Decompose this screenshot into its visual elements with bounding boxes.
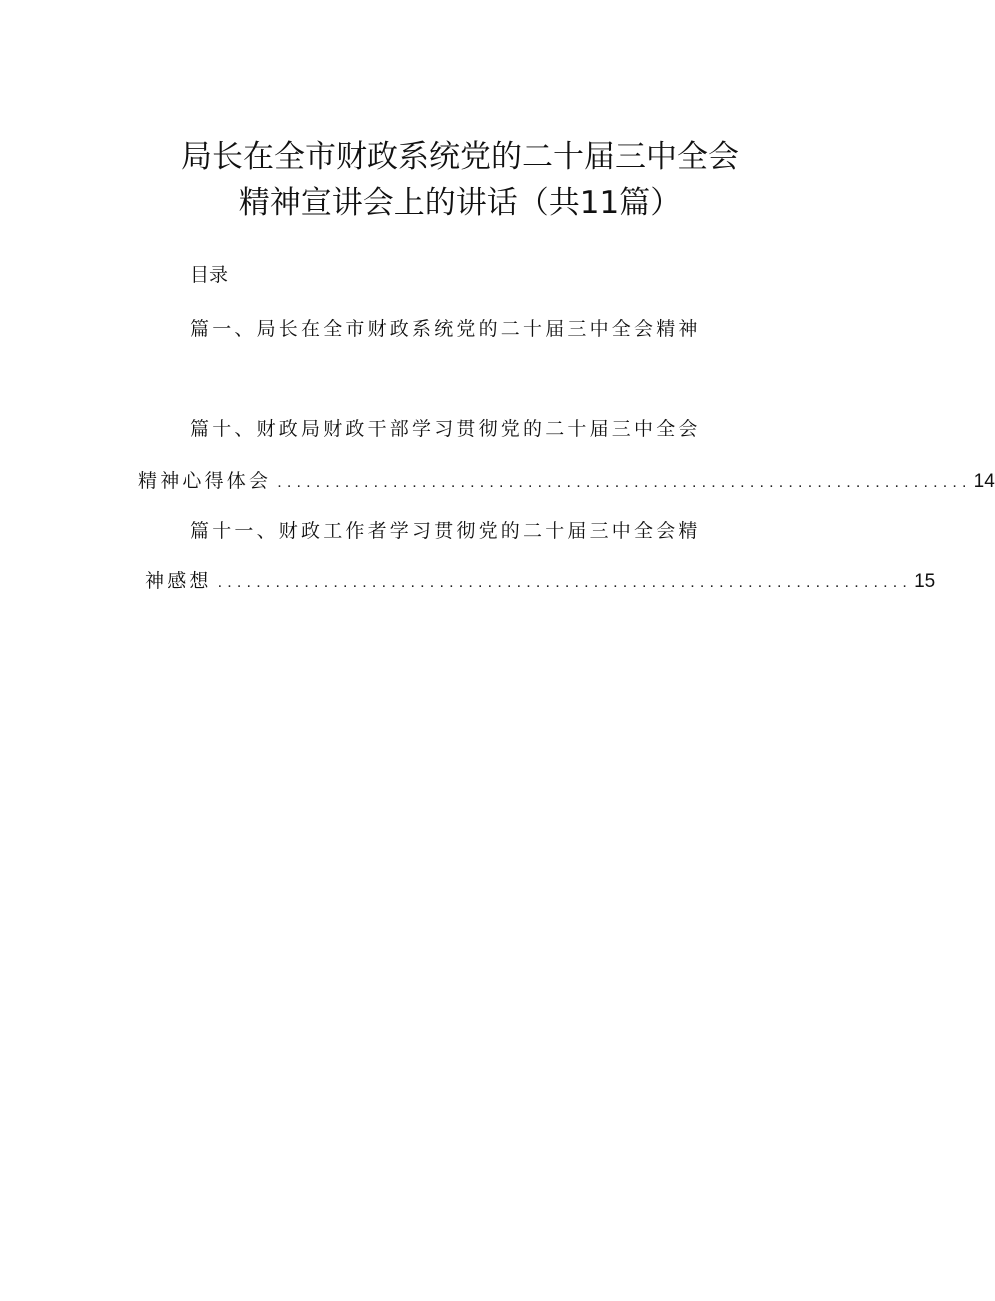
toc-heading: 目录 [190,264,229,286]
toc-entry-10-line-1[interactable]: 篇十、财政局财政干部学习贯彻党的二十届三中全会 [190,418,701,440]
toc-entry-11-line-1[interactable]: 篇十一、财政工作者学习贯彻党的二十届三中全会精 [190,520,701,542]
toc-entry-11-page-number: 15 [914,571,936,592]
toc-entry-11-line-2[interactable] [145,568,936,596]
toc-entry-1[interactable]: 篇一、局长在全市财政系统党的二十届三中全会精神 [190,318,701,340]
document-title-line-1: 局长在全市财政系统党的二十届三中全会 [181,139,739,175]
toc-entry-11-leader-dots: ........................................................................ [217,574,913,591]
toc-entry-11-text: 神感想 [145,570,212,592]
toc-entry-10-text: 精神心得体会 [138,470,272,492]
document-title-line-2: 精神宣讲会上的讲话（共11篇） [238,185,682,221]
toc-entry-10-line-2[interactable] [138,468,995,496]
toc-entry-10-leader-dots: ........................................................................ [277,474,972,491]
toc-entry-10-page-number: 14 [973,471,995,492]
